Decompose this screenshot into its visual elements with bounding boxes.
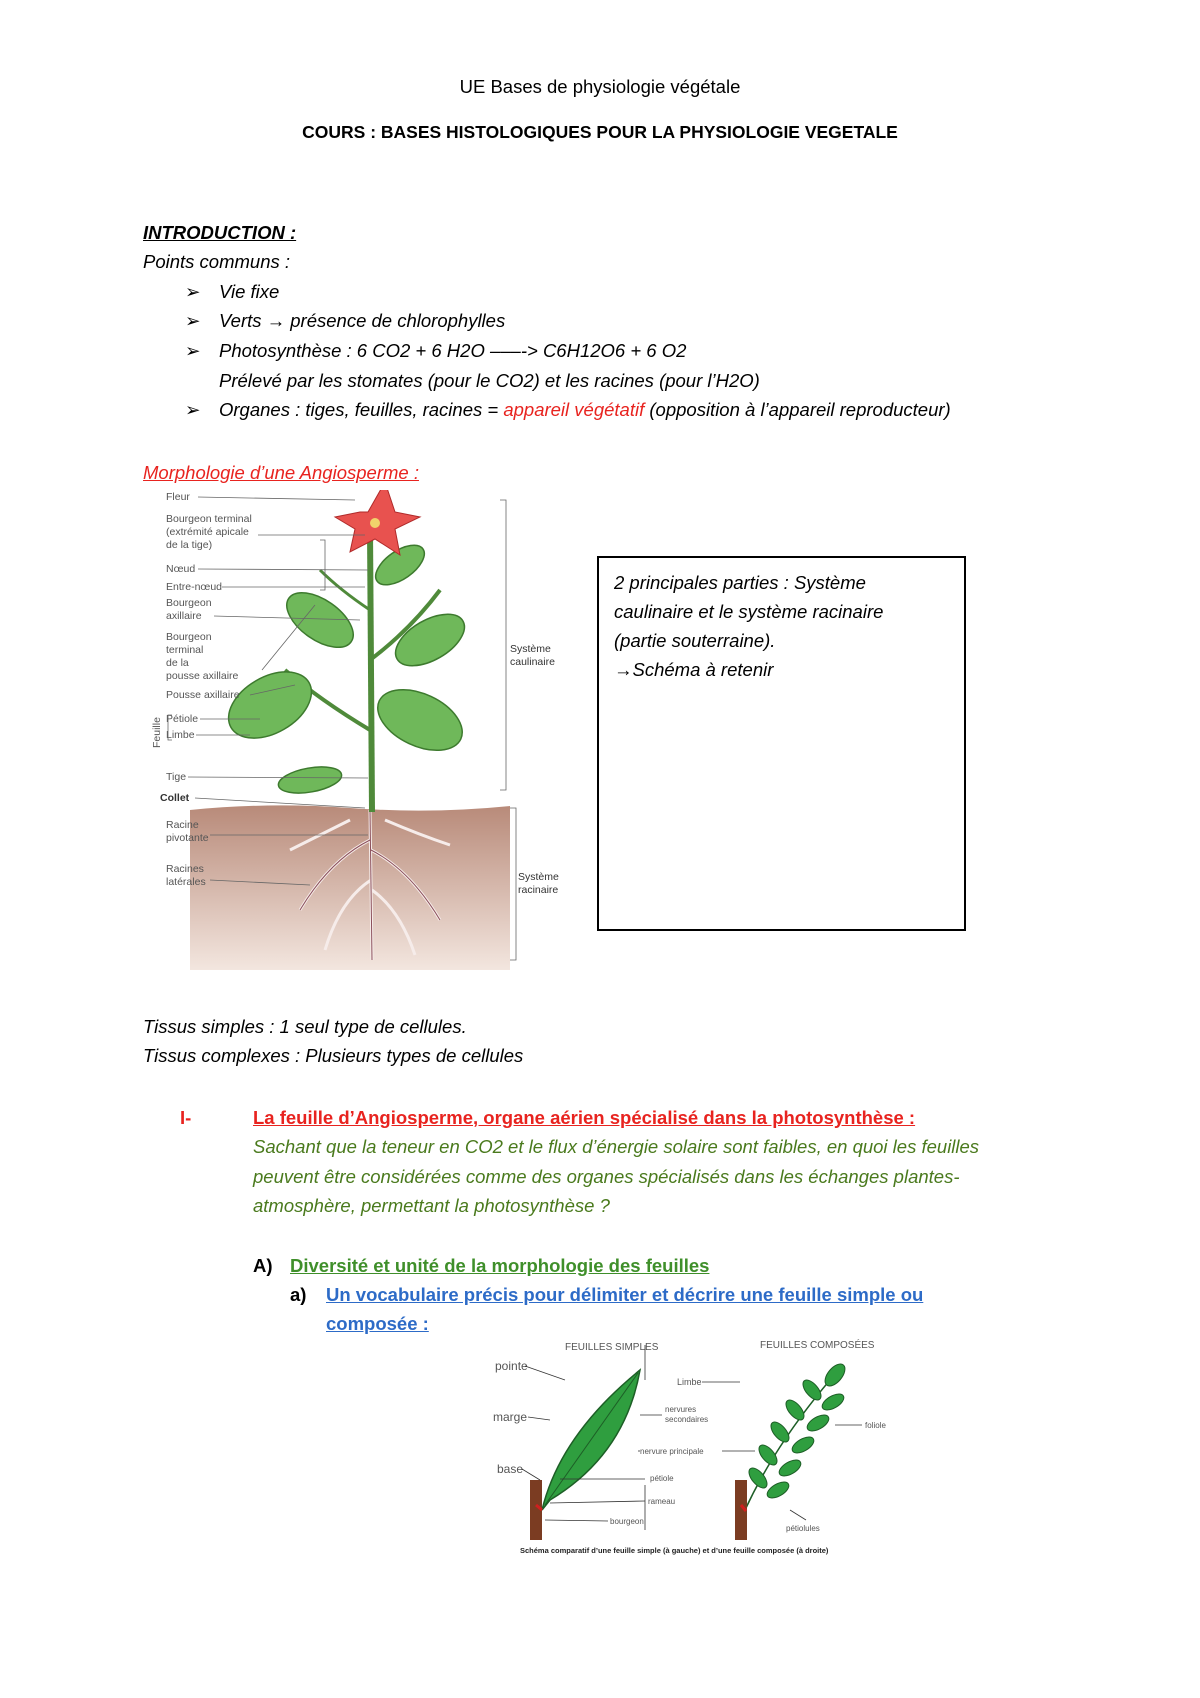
bullet-text: Vie fixe bbox=[219, 281, 280, 302]
bullet-item bbox=[185, 336, 686, 365]
morphology-heading: Morphologie d’une Angiosperme : bbox=[143, 462, 419, 483]
highlight-appareil-vegetatif: appareil végétatif bbox=[503, 399, 645, 420]
label-systeme-racinaire-2: racinaire bbox=[518, 884, 559, 896]
bullet-text: Organes : tiges, feuilles, racines = bbox=[219, 399, 504, 420]
label-bourgeon-pousse: Bourgeon bbox=[166, 631, 212, 643]
label-racines-laterales: Racines bbox=[166, 863, 204, 875]
ue-title: UE Bases de physiologie végétale bbox=[459, 76, 741, 97]
course-title: COURS : BASES HISTOLOGIQUES POUR LA PHYSIOLOGIE VEGETALE bbox=[302, 122, 898, 142]
box-line: →Schéma à retenir bbox=[614, 659, 774, 680]
label-pointe: pointe bbox=[495, 1359, 528, 1373]
label-bourgeon-axillaire-2: axillaire bbox=[166, 610, 202, 622]
tissus-complexes: Tissus complexes : Plusieurs types de cellules bbox=[143, 1045, 524, 1066]
label-base: base bbox=[497, 1462, 524, 1476]
section-question-line: atmosphère, permettant la photosynthèse ? bbox=[253, 1195, 610, 1216]
label-noeud: Nœud bbox=[166, 563, 196, 575]
label-racine-pivotante-2: pivotante bbox=[166, 832, 209, 844]
label-pousse-axillaire: Pousse axillaire bbox=[166, 689, 240, 701]
bullet-arrow-icon: ➢ bbox=[185, 340, 201, 361]
bullet-text-tail: (opposition à l’appareil reproducteur) bbox=[644, 399, 951, 420]
label-collet: Collet bbox=[160, 792, 190, 804]
section-number: I- bbox=[180, 1107, 192, 1128]
label-bourgeon-terminal: Bourgeon terminal bbox=[166, 513, 252, 525]
bullet-text: Photosynthèse : 6 CO2 + 6 H2O –––-> C6H12O6 + 6 O2 bbox=[219, 340, 687, 361]
label-feuilles-composees: FEUILLES COMPOSÉES bbox=[760, 1340, 875, 1351]
subsection-letter: A) bbox=[253, 1255, 273, 1276]
label-feuilles-simples: FEUILLES SIMPLES bbox=[565, 1342, 659, 1353]
label-bourgeon: bourgeon bbox=[610, 1517, 644, 1526]
label-petiolules: pétiolules bbox=[786, 1524, 820, 1533]
label-nervures: nervures bbox=[665, 1405, 697, 1414]
photosynthesis-note: Prélevé par les stomates (pour le CO2) et les racines (pour l’H2O) bbox=[219, 370, 760, 391]
box-line: (partie souterraine). bbox=[614, 630, 776, 651]
label-nervures-2: secondaires bbox=[665, 1415, 709, 1424]
section-question-line: peuvent être considérées comme des organes spécialisés dans les échanges plantes- bbox=[253, 1166, 960, 1187]
label-bourgeon-pousse-4: pousse axillaire bbox=[166, 670, 239, 682]
figure-caption: Schéma comparatif d’une feuille simple (à gauche) et d’une feuille composée (à droite) bbox=[520, 1546, 829, 1555]
label-feuille: Feuille bbox=[151, 717, 163, 748]
key-points-box bbox=[597, 556, 966, 931]
stem bbox=[370, 530, 372, 812]
label-petiole: Pétiole bbox=[166, 713, 199, 725]
bullet-item bbox=[185, 395, 951, 424]
section-question-line: Sachant que la teneur en CO2 et le flux d’énergie solaire sont faibles, en quoi les feuilles bbox=[253, 1136, 980, 1157]
bullet-text: Verts → présence de chlorophylles bbox=[219, 310, 506, 331]
section-title: La feuille d’Angiosperme, organe aérien spécialisé dans la photosynthèse : bbox=[253, 1107, 916, 1128]
box-line: 2 principales parties : Système bbox=[614, 572, 866, 593]
label-racines-laterales-2: latérales bbox=[166, 876, 206, 888]
label-bourgeon-terminal-2: (extrémité apicale bbox=[166, 526, 249, 538]
soil-shape bbox=[190, 805, 510, 970]
box-line: caulinaire et le système racinaire bbox=[614, 601, 884, 622]
bullet-item bbox=[185, 277, 279, 306]
intro-subheading: Points communs : bbox=[143, 251, 291, 272]
compound-leaf-shape bbox=[745, 1361, 849, 1510]
bullet-arrow-icon: ➢ bbox=[185, 310, 201, 331]
label-foliole: foliole bbox=[865, 1421, 886, 1430]
label-entre-noeud: Entre-nœud bbox=[166, 581, 223, 593]
label-fleur: Fleur bbox=[166, 491, 190, 503]
label-limbe: Limbe bbox=[677, 1377, 702, 1387]
subsection-title: Diversité et unité de la morphologie des feuilles bbox=[290, 1255, 710, 1276]
label-bourgeon-pousse-3: de la bbox=[166, 657, 189, 669]
label-racine-pivotante: Racine bbox=[166, 819, 199, 831]
label-limbe: Limbe bbox=[166, 729, 195, 741]
label-systeme-racinaire: Système bbox=[518, 871, 559, 883]
bullet-arrow-icon: ➢ bbox=[185, 281, 201, 302]
label-bourgeon-pousse-2: terminal bbox=[166, 644, 204, 656]
intro-heading: INTRODUCTION : bbox=[143, 222, 297, 243]
label-tige: Tige bbox=[166, 771, 187, 783]
label-systeme-caulinaire-2: caulinaire bbox=[510, 656, 555, 668]
subsubsection-title-line1: Un vocabulaire précis pour délimiter et décrire une feuille simple ou bbox=[326, 1284, 924, 1305]
label-systeme-caulinaire: Système bbox=[510, 643, 551, 655]
bullet-arrow-icon: ➢ bbox=[185, 399, 201, 420]
bullet-item bbox=[185, 306, 505, 335]
label-bourgeon-terminal-3: de la tige) bbox=[166, 539, 213, 551]
label-bourgeon-axillaire: Bourgeon bbox=[166, 597, 212, 609]
plant-figure bbox=[150, 490, 590, 975]
label-petiole: pétiole bbox=[650, 1474, 674, 1483]
tissus-simples: Tissus simples : 1 seul type de cellules. bbox=[143, 1016, 467, 1037]
subsubsection-letter: a) bbox=[290, 1284, 307, 1305]
subsubsection-title-line2: composée : bbox=[326, 1313, 429, 1334]
leaves bbox=[217, 537, 473, 797]
label-marge: marge bbox=[493, 1410, 528, 1424]
label-rameau: rameau bbox=[648, 1497, 676, 1506]
label-nervure-principale: nervure principale bbox=[640, 1447, 704, 1456]
leaf-comparison-figure bbox=[490, 1335, 910, 1560]
